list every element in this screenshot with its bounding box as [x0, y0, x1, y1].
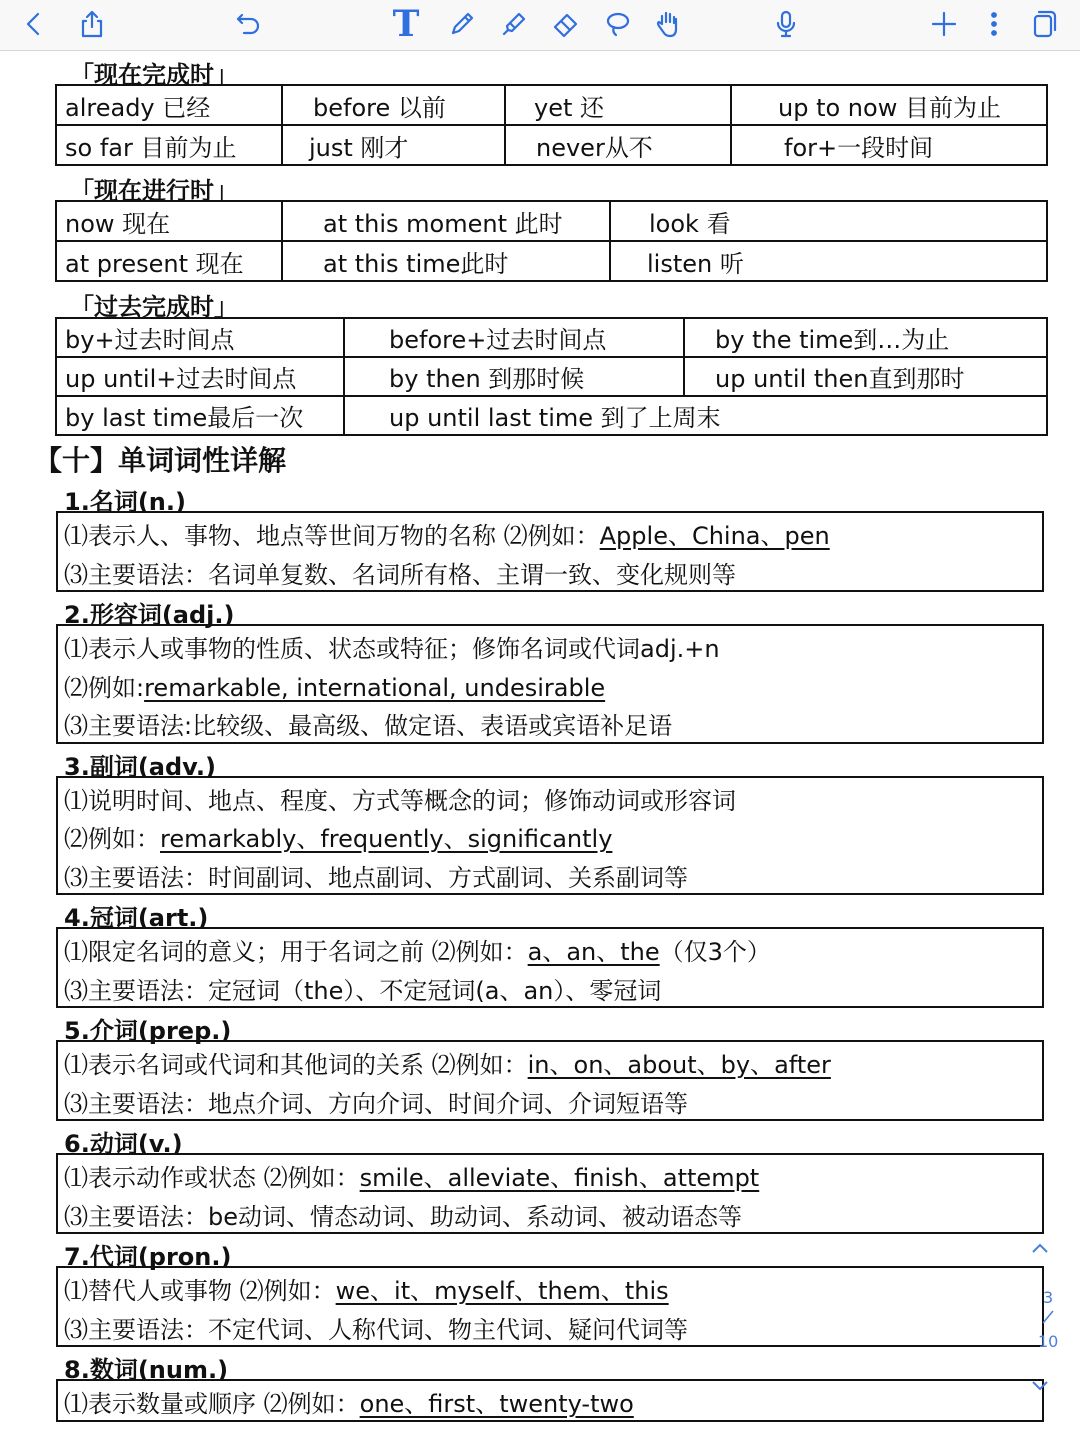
- pos-title: 7.代词(pron.): [64, 1243, 232, 1271]
- pos-title: 6.动词(v.): [64, 1130, 183, 1158]
- table-row: [56, 396, 1047, 435]
- pos-title: 1.名词(n.): [64, 488, 186, 516]
- pos-line: [64, 971, 661, 1006]
- lasso-tool-button[interactable]: [598, 4, 638, 44]
- example-words: we、it、myself、them、this: [335, 1277, 669, 1305]
- highlighter-icon: [499, 9, 529, 39]
- back-button[interactable]: [14, 4, 54, 44]
- pos-line: [64, 1084, 688, 1119]
- pos-text: ⑵例如:: [64, 673, 145, 702]
- pos-line: [64, 668, 605, 703]
- pos-line: [64, 1310, 688, 1345]
- example-words: one、first、twenty-two: [359, 1390, 634, 1418]
- pos-text: ⑶主要语法:比较级、最高级、做定语、表语或宾语补足语: [64, 712, 673, 740]
- table-row: [56, 318, 1047, 357]
- pos-line: [64, 555, 736, 590]
- pos-title: 4.冠词(art.): [64, 904, 209, 932]
- pos-text: ⑴表示动作或状态 ⑵例如：: [64, 1164, 360, 1192]
- table-title: 「现在进行时」: [70, 177, 238, 205]
- table-cell: just 刚才: [282, 125, 505, 165]
- highlighter-tool-button[interactable]: [494, 4, 534, 44]
- pos-text: ⑶主要语法：不定代词、人称代词、物主代词、疑问代词等: [64, 1315, 688, 1344]
- share-icon: [77, 9, 107, 39]
- pos-text: ⑴说明时间、地点、程度、方式等概念的词；修饰动词或形容词: [64, 786, 736, 815]
- example-words: a、an、the: [527, 938, 660, 966]
- back-icon: [19, 9, 49, 39]
- example-words: remarkable, international, undesirable: [144, 673, 606, 702]
- note-page[interactable]: [0, 51, 1080, 1440]
- pos-title: 3.副词(adv.): [64, 752, 216, 781]
- pos-text: ⑶主要语法：be动词、情态动词、助动词、系动词、被动语态等: [64, 1202, 742, 1231]
- pos-box: [56, 1379, 1044, 1422]
- example-words: Apple、China、pen: [599, 522, 830, 550]
- table-row: [56, 201, 1047, 241]
- eraser-icon: [551, 9, 581, 39]
- table-cell: before 以前: [282, 85, 505, 125]
- table-cell: by+过去时间点: [56, 318, 344, 357]
- pos-text: ⑴表示名词或代词和其他词的关系 ⑵例如：: [64, 1051, 528, 1079]
- pos-text: ⑴限定名词的意义；用于名词之前 ⑵例如：: [64, 938, 528, 966]
- pos-line: [64, 932, 771, 967]
- pos-text: ⑵例如：: [64, 825, 160, 853]
- pos-line: [64, 858, 688, 893]
- page-total: 10: [1038, 1332, 1059, 1351]
- page-down-icon[interactable]: [1030, 1378, 1050, 1394]
- table-row: [56, 241, 1047, 281]
- pos-text: （仅3个）: [659, 938, 771, 966]
- table-cell: at this time此时: [282, 241, 610, 281]
- pos-text: ⑶主要语法：时间副词、地点副词、方式副词、关系副词等: [64, 863, 688, 892]
- table-row: [56, 357, 1047, 396]
- undo-icon: [233, 9, 263, 39]
- table-cell: up until last time 到了上周末: [344, 396, 1047, 435]
- table-cell: yet 还: [505, 85, 731, 125]
- pos-box: [56, 1266, 1044, 1347]
- table-cell: look 看: [610, 201, 1047, 241]
- pos-text: ⑴替代人或事物 ⑵例如：: [64, 1277, 336, 1305]
- pos-line: [64, 781, 736, 816]
- table-row: [56, 85, 1047, 125]
- hand-tool-button[interactable]: [648, 4, 688, 44]
- pos-box: [56, 1040, 1044, 1121]
- example-words: in、on、about、by、after: [527, 1051, 831, 1079]
- table-cell: at present 现在: [56, 241, 282, 281]
- pages-button[interactable]: [1024, 4, 1064, 44]
- pos-line: [64, 629, 720, 664]
- hand-icon: [653, 9, 683, 39]
- microphone-icon: [771, 9, 801, 39]
- section-title: 【十】单词词性详解: [34, 444, 287, 477]
- table-cell: listen 听: [610, 241, 1047, 281]
- pos-title: 8.数词(num.): [64, 1356, 229, 1384]
- undo-button[interactable]: [228, 4, 268, 44]
- pos-box: [56, 927, 1044, 1008]
- add-icon: [929, 9, 959, 39]
- pos-title: 2.形容词(adj.): [64, 601, 235, 629]
- pos-text: ⑴表示人或事物的性质、状态或特征；修饰名词或代词adj.+n: [64, 635, 720, 663]
- pen-tool-button[interactable]: [442, 4, 482, 44]
- pos-line: [64, 516, 830, 551]
- eraser-tool-button[interactable]: [546, 4, 586, 44]
- microphone-button[interactable]: [766, 4, 806, 44]
- table-cell: by then 到那时候: [344, 357, 684, 396]
- pos-text: ⑶主要语法：地点介词、方向介词、时间介词、介词短语等: [64, 1089, 688, 1118]
- pos-text: ⑴表示人、事物、地点等世间万物的名称 ⑵例如：: [64, 522, 600, 550]
- page-current: 3: [1043, 1288, 1054, 1307]
- table-cell: now 现在: [56, 201, 282, 241]
- pos-title: 5.介词(prep.): [64, 1017, 232, 1045]
- share-button[interactable]: [72, 4, 112, 44]
- pos-box: [56, 1153, 1044, 1234]
- pos-text: ⑴表示数量或顺序 ⑵例如：: [64, 1390, 360, 1418]
- present-continuous-table: [55, 200, 1048, 282]
- present-perfect-table: [55, 84, 1048, 166]
- example-words: remarkably、frequently、significantly: [160, 825, 613, 853]
- page-divider-icon: [1040, 1309, 1056, 1325]
- add-button[interactable]: [924, 4, 964, 44]
- table-title: 「现在完成时」: [70, 61, 238, 89]
- table-title: 「过去完成时」: [70, 293, 238, 321]
- table-cell: by last time最后一次: [56, 396, 344, 435]
- pos-line: [64, 1158, 759, 1193]
- pos-box: [56, 776, 1044, 896]
- table-cell: at this moment 此时: [282, 201, 610, 241]
- pages-icon: [1029, 9, 1059, 39]
- pos-text: ⑶主要语法：名词单复数、名词所有格、主谓一致、变化规则等: [64, 560, 736, 589]
- table-cell: already 已经: [56, 85, 282, 125]
- pos-text: ⑶主要语法：定冠词（the）、不定冠词(a、an）、零冠词: [64, 976, 662, 1005]
- pos-line: [64, 1384, 634, 1419]
- more-button[interactable]: [974, 4, 1014, 44]
- pos-box: [56, 624, 1044, 744]
- text-tool-button[interactable]: [386, 4, 426, 44]
- table-cell: up until then直到那时: [684, 357, 1047, 396]
- pen-icon: [447, 9, 477, 39]
- text-tool-icon: T: [392, 3, 420, 45]
- table-cell: up to now 目前为止: [731, 85, 1047, 125]
- pos-line: [64, 819, 612, 854]
- past-perfect-table: [55, 317, 1048, 436]
- pos-line: [64, 1197, 742, 1232]
- table-cell: up until+过去时间点: [56, 357, 344, 396]
- table-row: [56, 125, 1047, 165]
- table-cell: for+一段时间: [731, 125, 1047, 165]
- toolbar: [0, 0, 1080, 51]
- table-cell: never从不: [505, 125, 731, 165]
- pos-box: [56, 511, 1044, 592]
- example-words: smile、alleviate、finish、attempt: [359, 1164, 760, 1192]
- more-icon: [979, 9, 1009, 39]
- pos-line: [64, 706, 672, 741]
- lasso-icon: [603, 9, 633, 39]
- table-cell: so far 目前为止: [56, 125, 282, 165]
- page-up-icon[interactable]: [1030, 1240, 1050, 1256]
- pos-line: [64, 1045, 831, 1080]
- pos-line: [64, 1271, 669, 1306]
- table-cell: by the time到…为止: [684, 318, 1047, 357]
- table-cell: before+过去时间点: [344, 318, 684, 357]
